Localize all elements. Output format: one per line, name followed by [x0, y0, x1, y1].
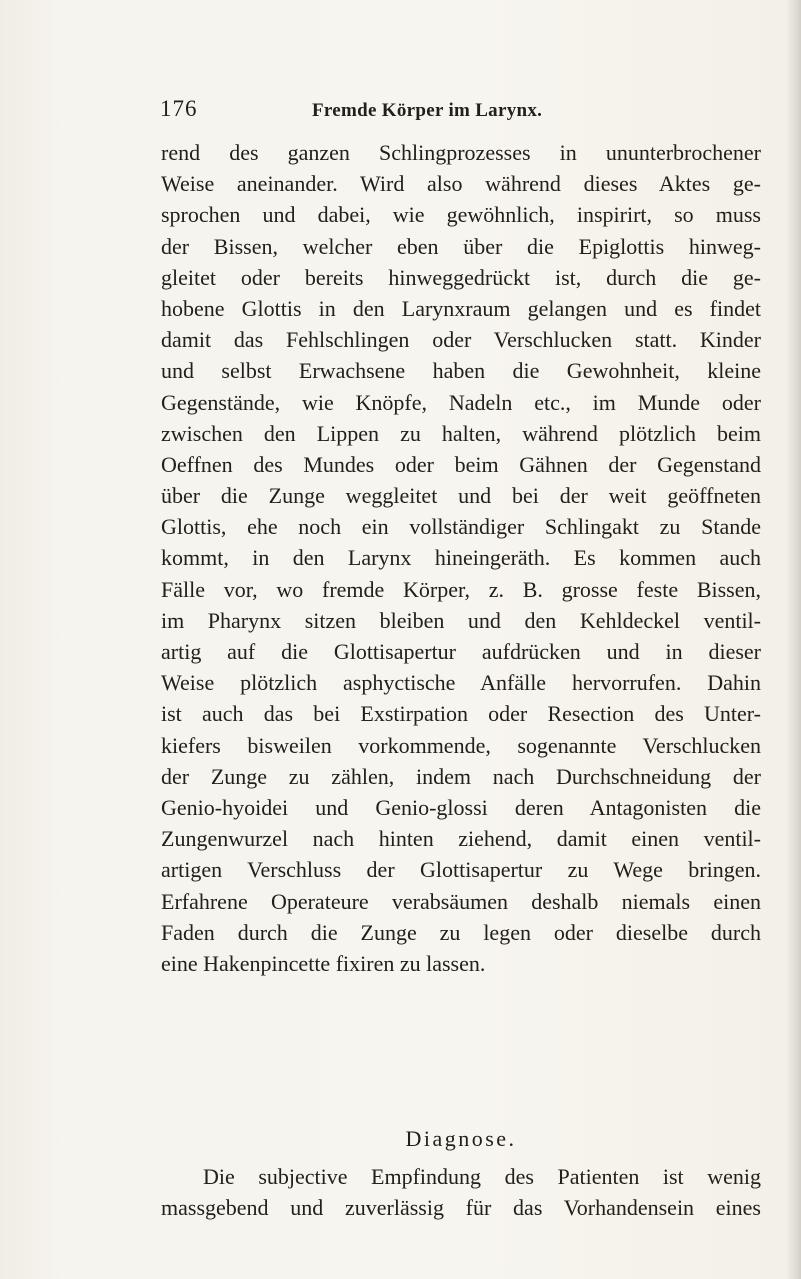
text-line: Fälle vor, wo fremde Körper, z. B. grosse feste Bissen,: [161, 576, 761, 602]
text-line: sprochen und dabei, wie gewöhnlich, inspirirt, so muss: [161, 202, 761, 228]
text-line: Faden durch die Zunge zu legen oder dieselbe durch: [161, 919, 761, 945]
text-line: Glottis, ehe noch ein vollständiger Schlingakt zu Stande: [161, 514, 761, 540]
text-line: Erfahrene Operateure verabsäumen deshalb niemals einen: [161, 888, 761, 914]
page-header: [160, 96, 760, 126]
text-line: Weise aneinander. Wird also während dieses Aktes ge-: [161, 171, 761, 197]
text-line: Gegenstände, wie Knöpfe, Nadeln etc., im Munde oder: [161, 389, 761, 415]
page-edge-shadow: [785, 0, 801, 1279]
running-title: Fremde Körper im Larynx.: [312, 100, 543, 121]
text-line: Genio-hyoidei und Genio-glossi deren Antagonisten die: [161, 794, 761, 820]
text-line: rend des ganzen Schlingprozesses in ununterbrochener: [161, 140, 761, 165]
text-line: Die subjective Empfindung des Patienten ist wenig: [203, 1164, 761, 1189]
text-line: Oeffnen des Mundes oder beim Gähnen der Gegenstand: [161, 451, 761, 477]
text-line: Weise plötzlich asphyctische Anfälle hervorrufen. Dahin: [161, 670, 761, 696]
section-text: [161, 1161, 761, 1223]
text-line: artigen Verschluss der Glottisapertur zu Wege bringen.: [161, 857, 761, 883]
text-line: zwischen den Lippen zu halten, während plötzlich beim: [161, 420, 761, 446]
text-line: im Pharynx sitzen bleiben und den Kehldeckel ventil-: [161, 607, 761, 633]
text-line: eine Hakenpincette fixiren zu lassen.: [161, 950, 486, 976]
text-line: ist auch das bei Exstirpation oder Resection des Unter-: [161, 701, 761, 727]
text-line: Zungenwurzel nach hinten ziehend, damit einen ventil-: [161, 826, 761, 852]
text-line: über die Zunge weggleitet und bei der weit geöffneten: [161, 483, 761, 509]
text-line: damit das Fehlschlingen oder Verschlucken statt. Kinder: [161, 327, 761, 353]
text-line: und selbst Erwachsene haben die Gewohnheit, kleine: [161, 358, 761, 384]
text-line: der Bissen, welcher eben über die Epiglottis hinweg-: [161, 233, 761, 259]
text-line: massgebend und zuverlässig für das Vorhandensein eines: [161, 1195, 761, 1221]
text-line: kiefers bisweilen vorkommende, sogenannte Verschlucken: [161, 732, 761, 758]
body-text: [161, 137, 761, 979]
text-line: hobene Glottis in den Larynxraum gelangen und es findet: [161, 295, 761, 321]
text-line: artig auf die Glottisapertur aufdrücken und in dieser: [161, 639, 761, 664]
text-line: der Zunge zu zählen, indem nach Durchschneidung der: [161, 763, 761, 789]
page-number: 176: [160, 96, 198, 121]
text-line: gleitet oder bereits hinweggedrückt ist, durch die ge-: [161, 264, 761, 290]
text-line: kommt, in den Larynx hineingeräth. Es kommen auch: [161, 545, 761, 571]
section-heading: Diagnose.: [405, 1126, 517, 1151]
